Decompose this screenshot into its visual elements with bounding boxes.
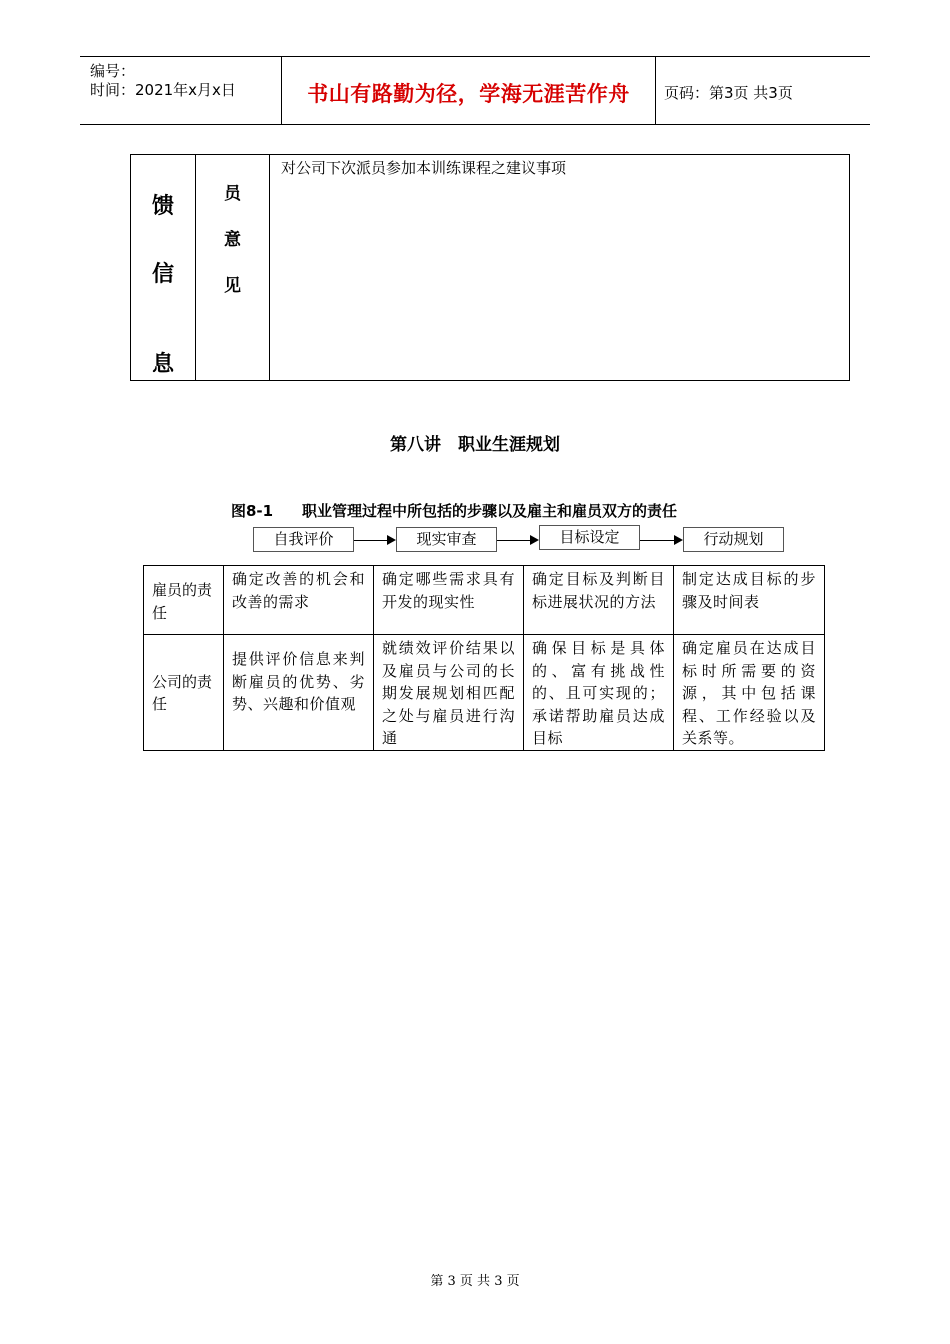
- flow-step-reality-check: 现实审查: [396, 527, 497, 552]
- feedback-col1-char: 馈: [151, 194, 174, 219]
- header-number-label: 编号：: [90, 62, 136, 80]
- header-divider-right: [655, 56, 656, 124]
- flow-step-action-planning: 行动规划: [683, 527, 784, 552]
- figure-label: 图8-1: [231, 502, 274, 520]
- feedback-col2-char: 员: [224, 184, 241, 204]
- header-bottom-rule: [80, 124, 870, 125]
- table-cell: 确保目标是具体的、富有挑战性的、且可实现的；承诺帮助雇员达成目标: [524, 635, 674, 751]
- row-head-company: 公司的责任: [144, 635, 224, 751]
- lecture-title: 第八讲 职业生涯规划: [390, 435, 560, 455]
- responsibility-table: [143, 565, 825, 751]
- flow-arrow-line: [354, 540, 387, 541]
- header-motto: 书山有路勤为径，学海无涯苦作舟: [307, 82, 630, 106]
- row-head-employee: 雇员的责任: [144, 566, 224, 635]
- header-page-info: 页码：第3页 共3页: [664, 84, 793, 102]
- flow-arrow-head: [674, 535, 683, 545]
- feedback-col1-char: 息: [151, 352, 174, 377]
- flow-arrow-line: [497, 540, 530, 541]
- table-row: [144, 635, 825, 751]
- feedback-col2-char: 意: [224, 230, 241, 250]
- flow-arrow-head: [530, 535, 539, 545]
- table-cell: 确定雇员在达成目标时所需要的资源，其中包括课程、工作经验以及关系等。: [674, 635, 825, 751]
- flow-step-self-assessment: 自我评价: [253, 527, 354, 552]
- feedback-col2-char: 见: [224, 276, 241, 296]
- table-cell: 确定哪些需求具有开发的现实性: [374, 566, 524, 635]
- table-cell: 确定改善的机会和改善的需求: [224, 566, 374, 635]
- flow-step-goal-setting: 目标设定: [539, 525, 640, 550]
- feedback-col1-char: 信: [151, 262, 174, 287]
- feedback-prompt: 对公司下次派员参加本训练课程之建议事项: [281, 159, 567, 177]
- feedback-divider-2: [269, 154, 270, 381]
- page-footer: 第 3 页 共 3 页: [430, 1274, 520, 1289]
- figure-title: 职业管理过程中所包括的步骤以及雇主和雇员双方的责任: [302, 502, 678, 520]
- header-time-label: 时间：2021年x月x日: [90, 81, 236, 99]
- table-cell: 就绩效评价结果以及雇员与公司的长期发展规划相匹配之处与雇员进行沟通: [374, 635, 524, 751]
- flow-arrow-line: [640, 540, 674, 541]
- table-cell: 确定目标及判断目标进展状况的方法: [524, 566, 674, 635]
- flow-arrow-head: [387, 535, 396, 545]
- header-top-rule: [80, 56, 870, 57]
- table-row: [144, 566, 825, 635]
- table-cell: 提供评价信息来判断雇员的优势、劣势、兴趣和价值观: [224, 635, 374, 751]
- table-cell: 制定达成目标的步骤及时间表: [674, 566, 825, 635]
